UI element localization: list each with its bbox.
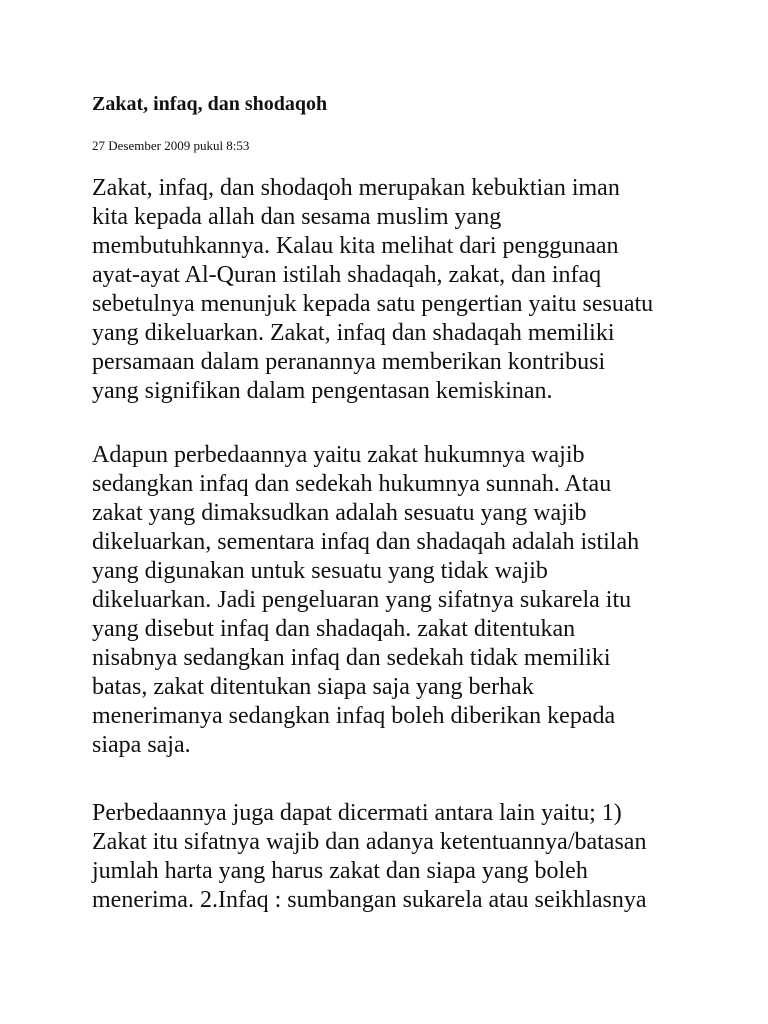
text-line: nisabnya sedangkan infaq dan sedekah tidak memiliki [92,645,611,671]
paragraph [92,799,646,915]
post-date: 27 Desember 2009 pukul 8:53 [92,138,250,153]
text-line: Zakat itu sifatnya wajib dan adanya ketentuannya/batasan [92,829,647,855]
paragraph [92,174,653,406]
text-line: yang dikeluarkan. Zakat, infaq dan shadaqah memiliki [92,320,615,346]
text-line: sedangkan infaq dan sedekah hukumnya sunnah. Atau [92,471,612,497]
text-line: yang digunakan untuk sesuatu yang tidak wajib [92,558,548,584]
text-line: dikeluarkan. Jadi pengeluaran yang sifatnya sukarela itu [92,587,632,613]
text-line: jumlah harta yang harus zakat dan siapa yang boleh [92,858,588,884]
text-line: menerimanya sedangkan infaq boleh diberikan kepada [92,703,616,729]
document-title: Zakat, infaq, dan shodaqoh [92,93,328,115]
text-line: yang signifikan dalam pengentasan kemiskinan. [92,378,553,404]
text-line: Perbedaannya juga dapat dicermati antara lain yaitu; 1) [92,800,622,826]
text-line: sebetulnya menunjuk kepada satu pengertian yaitu sesuatu [92,291,654,317]
text-line: ayat-ayat Al-Quran istilah shadaqah, zakat, dan infaq [92,262,602,288]
text-line: dikeluarkan, sementara infaq dan shadaqah adalah istilah [92,529,640,555]
text-line: batas, zakat ditentukan siapa saja yang berhak [92,674,534,700]
paragraph [92,441,639,760]
text-line: menerima. 2.Infaq : sumbangan sukarela atau seikhlasnya [92,887,647,913]
text-line: yang disebut infaq dan shadaqah. zakat ditentukan [92,616,576,642]
text-line: Zakat, infaq, dan shodaqoh merupakan kebuktian iman [92,175,620,201]
text-line: siapa saja. [92,732,191,758]
text-line: persamaan dalam peranannya memberikan kontribusi [92,349,606,375]
text-line: membutuhkannya. Kalau kita melihat dari penggunaan [92,233,619,259]
text-line: kita kepada allah dan sesama muslim yang [92,204,502,230]
text-line: zakat yang dimaksudkan adalah sesuatu yang wajib [92,500,587,526]
text-line: Adapun perbedaannya yaitu zakat hukumnya wajib [92,442,585,468]
